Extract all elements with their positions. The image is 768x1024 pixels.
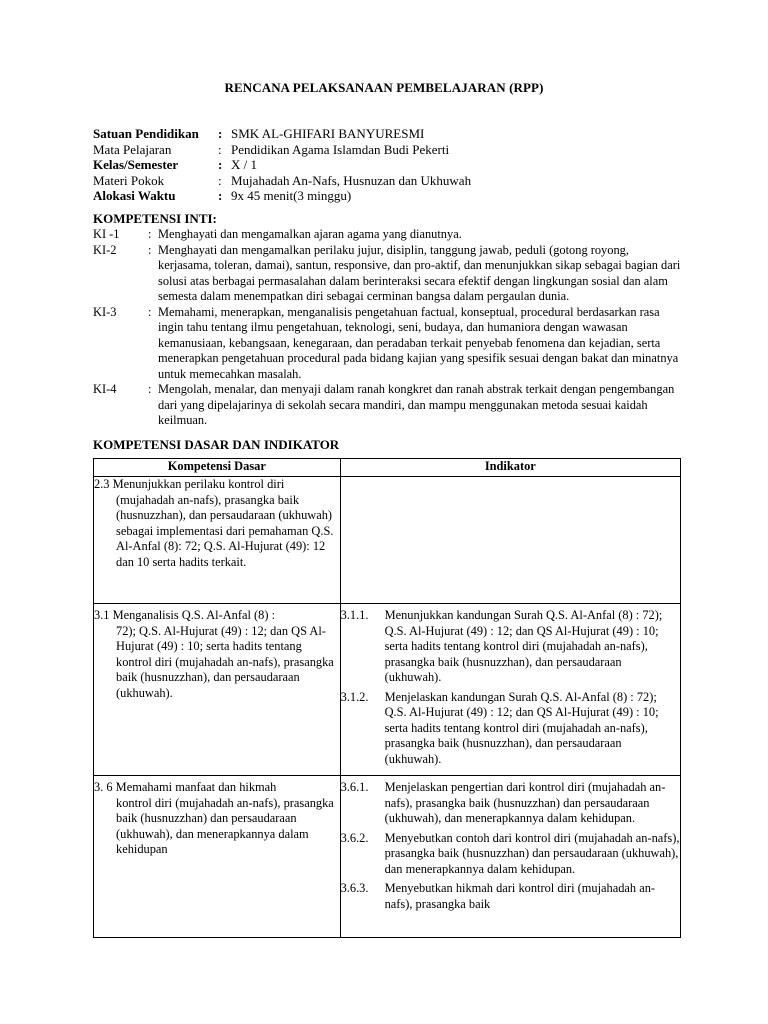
ki-colon: :	[148, 304, 152, 319]
info-row-school	[93, 126, 471, 142]
ki-text: Mengolah, menalar, dan menyaji dalam ranah kongkret dan ranah abstrak terkait dengan pengembangan dari yang dipelajarinya di sekolah secara mandiri, dan mampu menggunakan metoda sesuai kaidah keilmuan.	[158, 382, 675, 427]
info-colon: :	[218, 157, 223, 172]
indicator-cell	[340, 776, 680, 938]
info-colon: :	[218, 188, 223, 203]
ki-text: Menghayati dan mengamalkan ajaran agama yang dianutnya.	[158, 227, 462, 241]
indicator-number: 3.6.2.	[340, 830, 369, 845]
ki-list	[93, 227, 683, 429]
indicator-text: Menunjukkan kandungan Surah Q.S. Al-Anfal (8) : 72); Q.S. Al-Hujurat (49) : 12; dan QS Al-Hujurat (49) : 10; serta hadits tentang kontrol diri (mujahadah an-nafs), prasangka baik (husnuzzhan), dan persaudaraan (ukhuwah).	[384, 608, 663, 684]
indicator-number: 3.6.1.	[340, 780, 369, 794]
ki-code: KI-2	[93, 242, 117, 257]
ki-item	[93, 243, 683, 305]
table-row	[94, 477, 681, 604]
kd-indicator-table	[93, 458, 681, 938]
info-value: X / 1	[231, 157, 257, 172]
column-header-indicator: Indikator	[340, 459, 680, 477]
identity-block	[93, 126, 471, 204]
indicator-text: Menjelaskan kandungan Surah Q.S. Al-Anfal (8) : 72); Q.S. Al-Hujurat (49) : 12; dan QS Al-Hujurat (49) : 10; serta hadits tentang kontrol diri (mujahadah an-nafs), prasangka baik (husnuzzhan), dan persaudaraan (ukhuwah).	[384, 689, 659, 766]
kd-cell	[94, 604, 341, 776]
table-header-row	[94, 459, 681, 477]
info-row-class	[93, 157, 471, 173]
info-row-topic	[93, 173, 471, 189]
document-title: RENCANA PELAKSANAAN PEMBELAJARAN (RPP)	[224, 80, 544, 95]
info-colon: :	[218, 141, 222, 157]
ki-code: KI-3	[93, 304, 117, 319]
info-colon: :	[218, 172, 222, 188]
indicator-number: 3.1.1.	[340, 608, 369, 622]
indicator-number: 3.1.2.	[340, 689, 369, 704]
ki-text: Menghayati dan mengamalkan perilaku jujur, disiplin, tanggung jawab, peduli (gotong royong, kerjasama, toleran, damai), santun, responsive, dan pro-aktif, dan menunjukkan sikap sebagai bagian dari solusi atas berbagai permasalahan dalam berinteraksi secara efektif dengan lingkungan sosial dan alam semesta dalam menempatkan diri sebagai cerminan bangsa dalam pergaulan dunia.	[158, 242, 681, 303]
info-label: Satuan Pendidikan	[93, 126, 199, 141]
ki-code: KI -1	[93, 227, 120, 241]
info-label: Alokasi Waktu	[93, 188, 176, 203]
kd-continuation: 72); Q.S. Al-Hujurat (49) : 12; dan QS Al-Hujurat (49) : 10; serta hadits tentang kontrol diri (mujahadah an-nafs), prasangka baik (husnuzzhan), dan persaudaraan (ukhuwah).	[116, 623, 334, 700]
kd-first-line: 3. 6 Memahami manfaat dan hikmah	[94, 780, 277, 794]
table-row	[94, 604, 681, 776]
indicator-text: Menjelaskan pengertian dari kontrol diri (mujahadah an-nafs), prasangka baik (husnuzzhan) dan persaudaraan (ukhuwah), dan menerapkannya dalam kehidupan.	[384, 780, 666, 825]
ki-item	[93, 227, 683, 243]
ki-colon: :	[148, 242, 152, 257]
indicator-cell	[340, 477, 680, 604]
info-colon: :	[218, 126, 223, 141]
info-value: SMK AL-GHIFARI BANYURESMI	[231, 126, 425, 141]
kd-cell	[94, 776, 341, 938]
ki-code: KI-4	[93, 382, 117, 396]
kd-cell	[94, 477, 341, 604]
kd-continuation: (mujahadah an-nafs), prasangka baik (husnuzzhan), dan persaudaraan (ukhuwah) sebagai implementasi dari pemahaman Q.S. Al-Anfal (8): 72; Q.S. Al-Hujurat (49): 12 dan 10 serta hadits terkait.	[116, 492, 334, 569]
column-header-kd: Kompetensi Dasar	[94, 459, 341, 477]
kd-heading: KOMPETENSI DASAR DAN INDIKATOR	[93, 437, 340, 452]
indicator-item	[341, 690, 680, 768]
info-value: 9x 45 menit(3 minggu)	[231, 188, 352, 203]
kd-first-line: 2.3 Menunjukkan perilaku kontrol diri	[94, 477, 285, 491]
indicator-item	[341, 780, 680, 827]
info-label: Kelas/Semester	[93, 157, 179, 172]
indicator-cell	[340, 604, 680, 776]
kd-continuation: kontrol diri (mujahadah an-nafs), prasangka baik (husnuzzhan) dan persaudaraan (ukhuwah), dan menerapkannya dalam kehidupan	[116, 795, 334, 856]
indicator-item	[341, 881, 680, 912]
ki-item	[93, 382, 683, 429]
indicator-item	[341, 831, 680, 878]
indicator-text: Menyebutkan hikmah dari kontrol diri (mujahadah an-nafs), prasangka baik	[384, 881, 656, 911]
info-row-subject	[93, 142, 471, 158]
info-value: Pendidikan Agama Islamdan Budi Pekerti	[231, 141, 450, 157]
table-row	[94, 776, 681, 938]
info-label: Materi Pokok	[93, 172, 165, 188]
kd-first-line: 3.1 Menganalisis Q.S. Al-Anfal (8) :	[94, 608, 276, 622]
ki-text: Memahami, menerapkan, menganalisis pengetahuan factual, konseptual, procedural berdasarkan rasa ingin tahu tentang ilmu pengetahuan, teknologi, seni, budaya, dan humaniora dengan wawasan kemanusiaan, kebangsaan, kenegaraan, dan peradaban terkait penyebab fenomena dan kejadian, serta menerapkan pengetahuan procedural pada bidang kajian yang spesifik sesuai dengan bakat dan minatnya untuk memecahkan masalah.	[158, 304, 679, 381]
indicator-text: Menyebutkan contoh dari kontrol diri (mujahadah an-nafs), prasangka baik (husnuzzhan) dan persaudaraan (ukhuwah), dan menerapkannya dalam kehidupan.	[384, 830, 680, 876]
info-row-time	[93, 188, 471, 204]
ki-colon: :	[148, 382, 152, 396]
info-value: Mujahadah An-Nafs, Husnuzan dan Ukhuwah	[231, 172, 472, 188]
ki-heading: KOMPETENSI INTI:	[93, 211, 217, 226]
ki-item	[93, 305, 683, 383]
indicator-item	[341, 608, 680, 686]
ki-colon: :	[148, 227, 152, 241]
indicator-number: 3.6.3.	[340, 881, 369, 895]
info-label: Mata Pelajaran	[93, 141, 172, 157]
